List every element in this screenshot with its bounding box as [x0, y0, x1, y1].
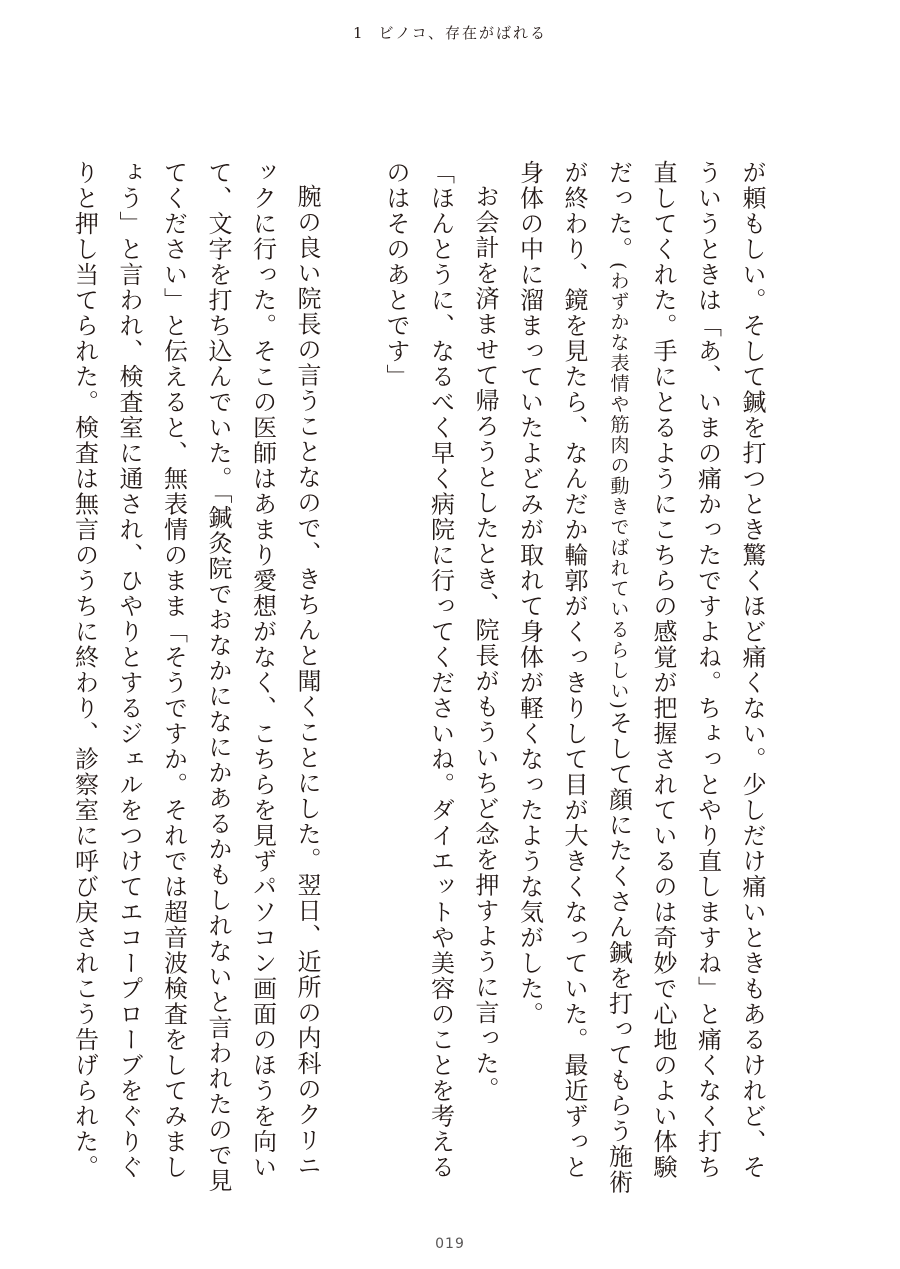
page-number: 019	[435, 1236, 465, 1252]
chapter-number: 1	[352, 24, 365, 42]
running-head	[0, 22, 900, 43]
paragraph-2: お会計を済ませて帰ろうとしたとき、院長がもういちど念を押すように言った。	[471, 184, 499, 1102]
body-text	[70, 160, 774, 1200]
paragraph-break	[329, 160, 374, 1200]
paragraph-4: 腕の良い院長の言うことなので、きちんと聞くことにした。翌日、近所の内科のクリニックに行った。そこの医師はあまり愛想がなく、こちらを見ずパソコン画面のほうを向いて、文字を打ち込んでいた。「鍼灸院でおなかになにかあるかもしれないと言われたので見てください」と伝えると、無表情のまま「そうですか。それでは超音波検査をしてみましょう」と言われ、検査室に通され、ひやりとするジェルをつけてエコープローブをぐりぐりと押し当てられた。検査は無言のうちに終わり、診察室に呼び戻されこう告げられた。	[70, 160, 321, 1194]
paragraph-1-aside: (わずかな表情や筋肉の動きでばれているらしい)	[607, 262, 630, 711]
paragraph-1-text-b: そして顔にたくさん鍼を打ってもらう施術が終わり、鏡を見たら、なんだか輪郭がくっきりして目が大きくなっていた。最近ずっと身体の中に溜まっていたよどみが取れて身体が軽くなったような気がした。	[515, 160, 633, 1195]
chapter-title: ビノコ、存在がばれる	[378, 24, 548, 42]
paragraph-1-text-a: が頼もしい。そして鍼を打つとき驚くほど痛くない。少しだけ痛いときもあるけれど、そういうときは「あ、いまの痛かったですよね。ちょっとやり直しますね」と痛くなく打ち直してくれた。手にとるようにこちらの感覚が把握されているのは奇妙で心地のよい体験だった。	[604, 160, 766, 1180]
paragraph-1	[507, 160, 774, 1200]
paragraph-3-dialogue: 「ほんとうに、なるべく早く病院に行ってくださいね。ダイエットや美容のことを考えるのはそのあとです」	[382, 160, 455, 1180]
